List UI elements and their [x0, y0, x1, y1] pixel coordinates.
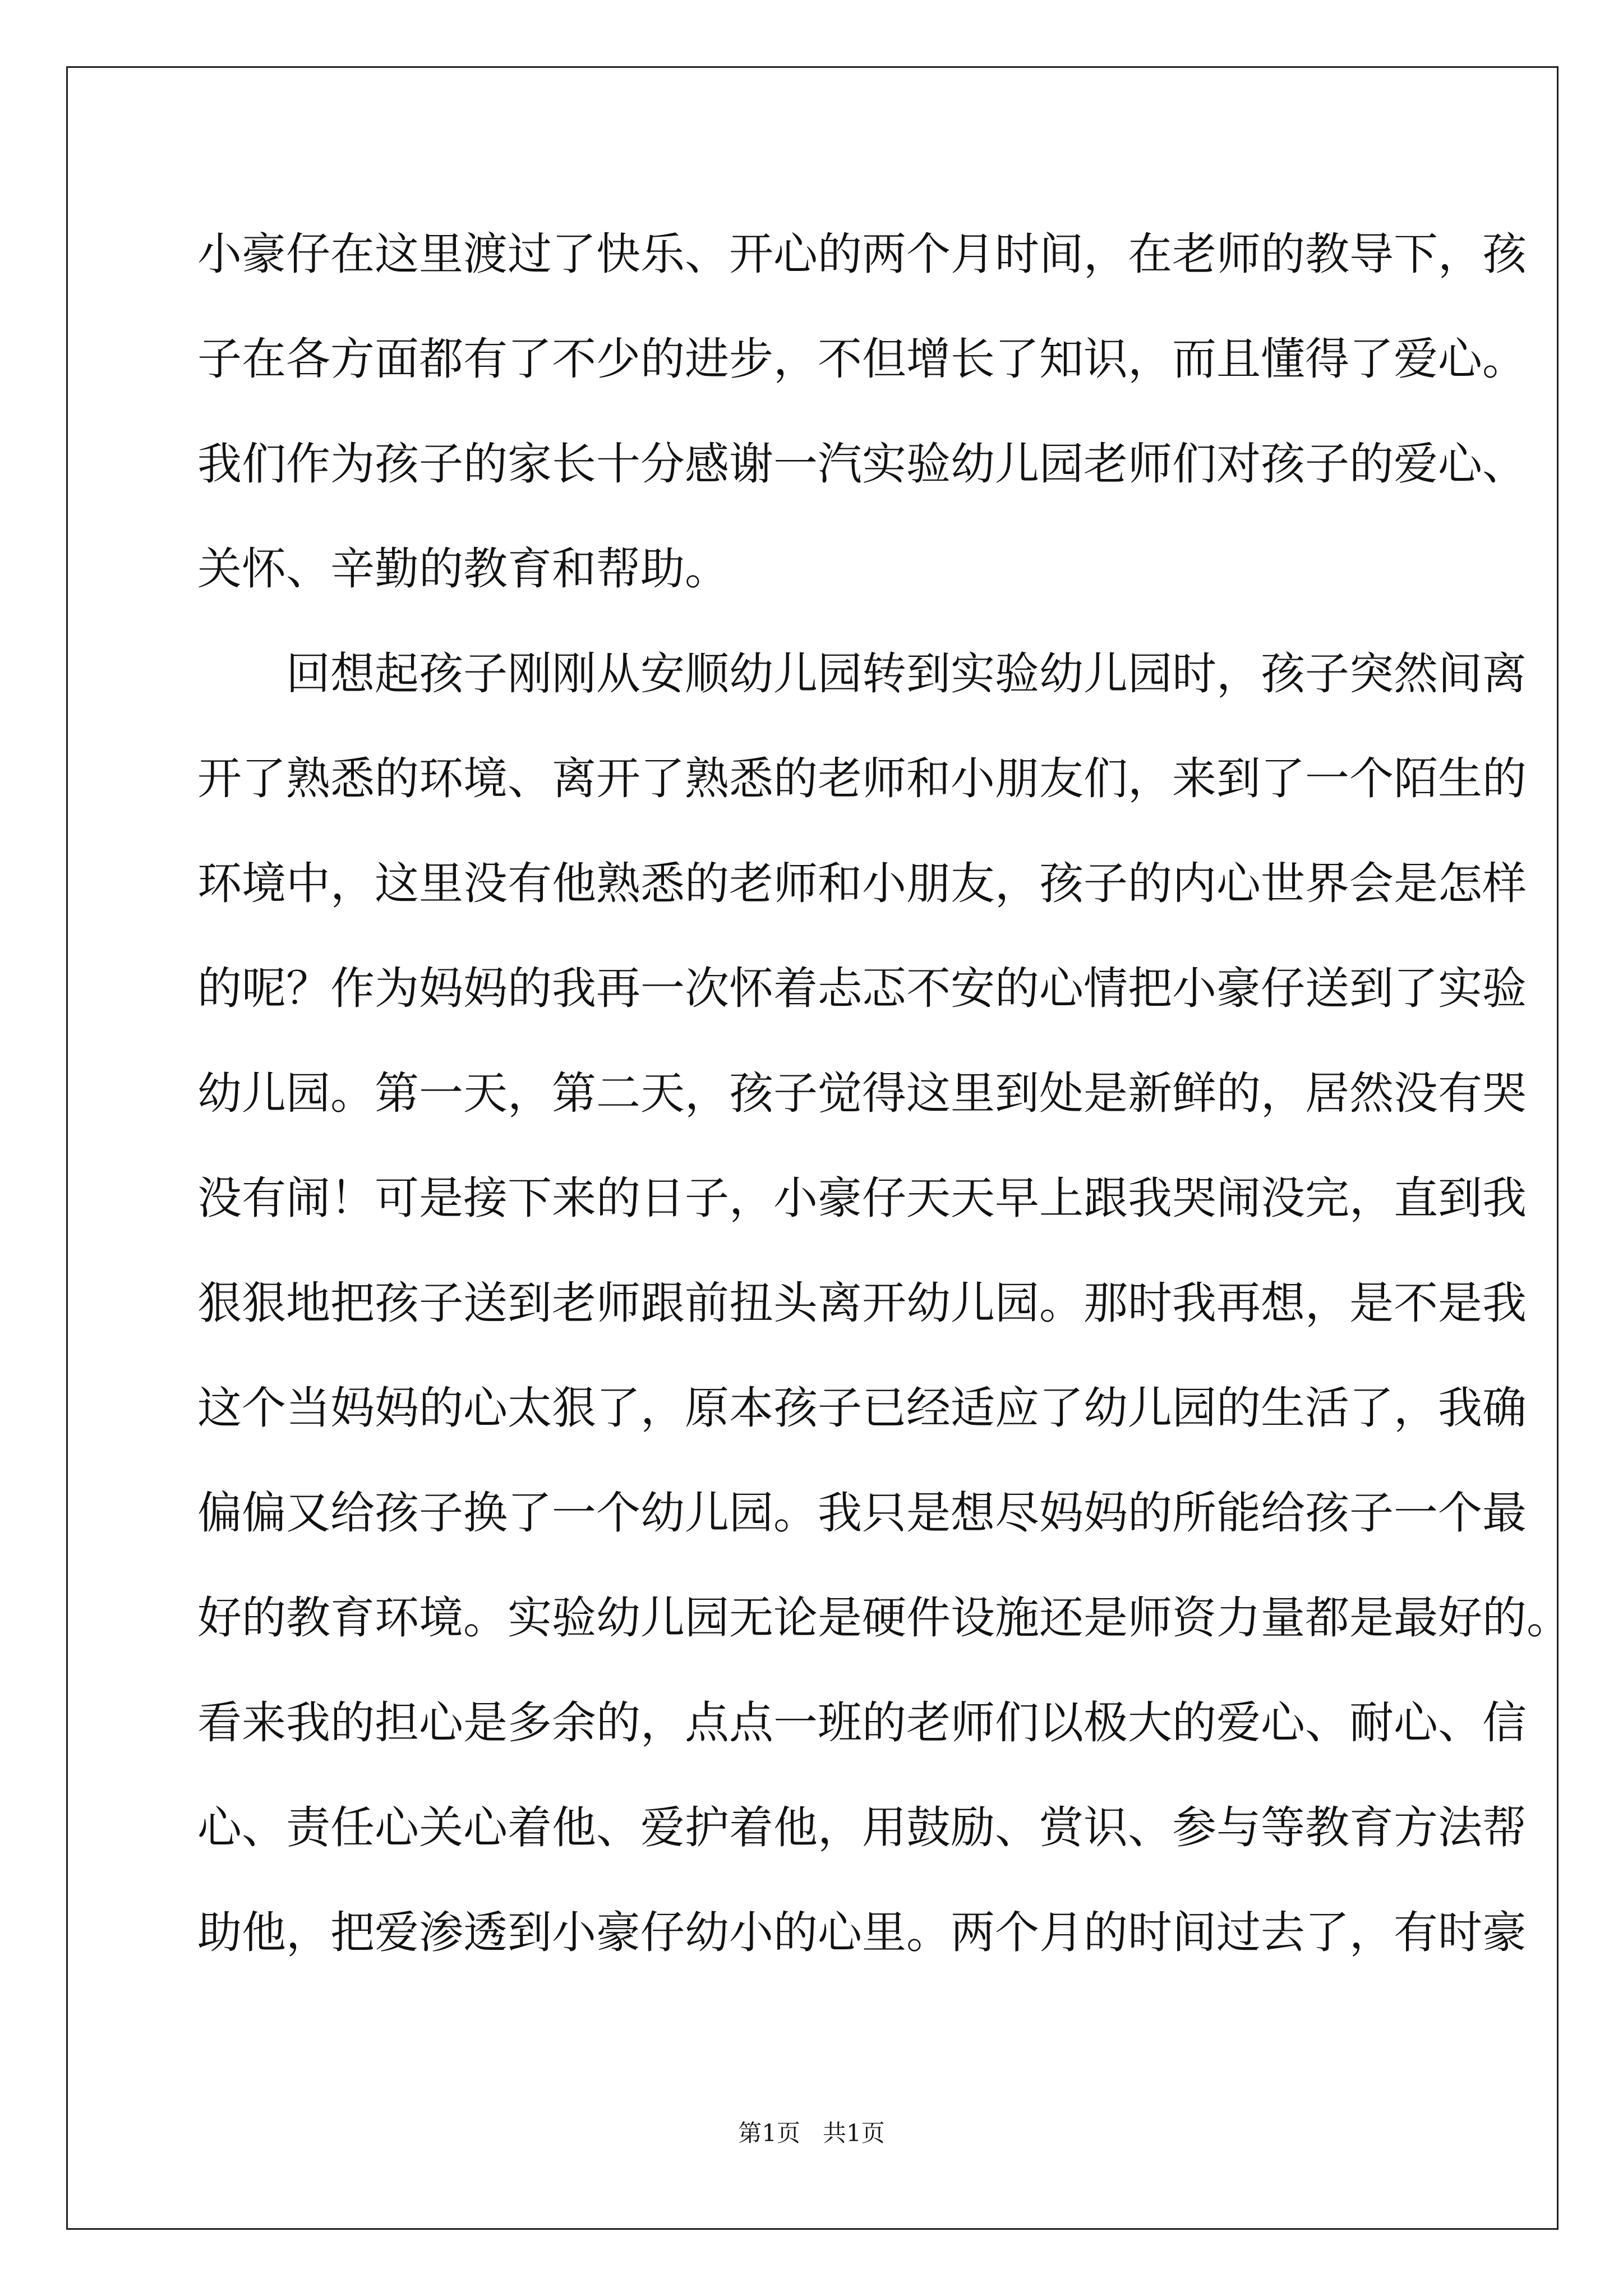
paragraph-line: 回想起孩子刚刚从安顺幼儿园转到实验幼儿园时，孩子突然间离	[286, 648, 1527, 700]
paragraph-line: 没有闹！可是接下来的日子，小豪仔天天早上跟我哭闹没完，直到我	[197, 1172, 1527, 1224]
paragraph-line: 心、责任心关心着他、爱护着他，用鼓励、赏识、参与等教育方法帮	[197, 1802, 1527, 1853]
paragraph-line: 好的教育环境。实验幼儿园无论是硬件设施还是师资力量都是最好的。	[197, 1592, 1571, 1644]
paragraph-line: 偏偏又给孩子换了一个幼儿园。我只是想尽妈妈的所能给孩子一个最	[197, 1487, 1527, 1539]
paragraph-line: 子在各方面都有了不少的进步，不但增长了知识，而且懂得了爱心。	[197, 333, 1527, 385]
page-footer: 第1页 共1页	[738, 2119, 885, 2147]
paragraph-line: 环境中，这里没有他熟悉的老师和小朋友，孩子的内心世界会是怎样	[197, 858, 1527, 909]
paragraph-line: 关怀、辛勤的教育和帮助。	[197, 543, 729, 595]
paragraph-line: 看来我的担心是多余的，点点一班的老师们以极大的爱心、耐心、信	[197, 1697, 1527, 1749]
paragraph-line: 狠狠地把孩子送到老师跟前扭头离开幼儿园。那时我再想，是不是我	[197, 1277, 1527, 1329]
paragraph-line: 小豪仔在这里渡过了快乐、开心的两个月时间，在老师的教导下，孩	[197, 228, 1527, 280]
document-body	[197, 202, 1571, 1985]
paragraph-line: 助他，把爱渗透到小豪仔幼小的心里。两个月的时间过去了，有时豪	[197, 1907, 1527, 1958]
paragraph-line: 的呢？作为妈妈的我再一次怀着忐忑不安的心情把小豪仔送到了实验	[197, 963, 1527, 1014]
paragraph-line: 这个当妈妈的心太狠了，原本孩子已经适应了幼儿园的生活了，我确	[197, 1382, 1527, 1434]
paragraph-line: 开了熟悉的环境、离开了熟悉的老师和小朋友们，来到了一个陌生的	[197, 753, 1527, 804]
paragraph-line: 幼儿园。第一天，第二天，孩子觉得这里到处是新鲜的，居然没有哭	[197, 1068, 1527, 1119]
paragraph-line: 我们作为孩子的家长十分感谢一汽实验幼儿园老师们对孩子的爱心、	[197, 438, 1527, 490]
